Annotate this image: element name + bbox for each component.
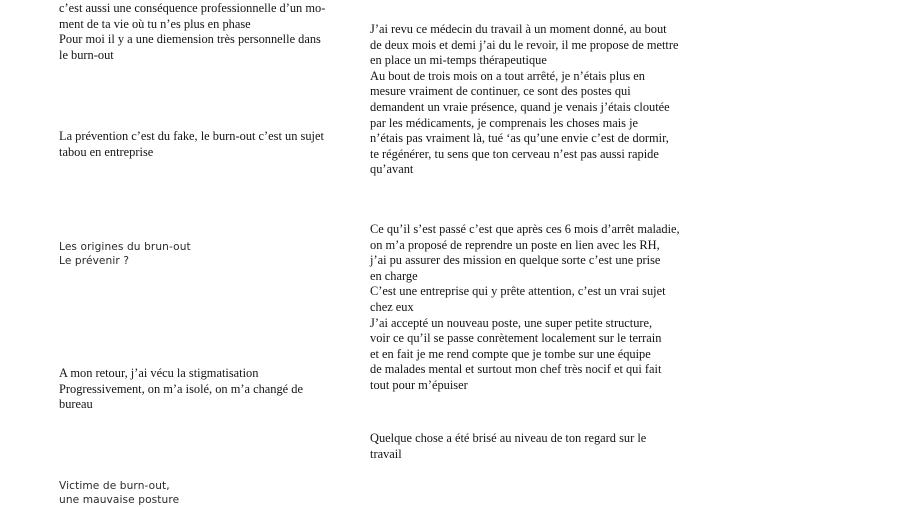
heading-line: Les origines du brun-out [59,241,191,253]
interview-paragraph [59,129,324,160]
text-line: en place un mi-temps thérapeutique [370,53,547,68]
heading-line: Victime de burn-out, [59,480,170,492]
section-heading [59,240,191,268]
text-line: de malades mental et surtout mon chef très nocif et qui fait [370,362,662,377]
text-line: de deux mois et demi j’ai du le revoir, il me propose de mettre [370,37,679,52]
text-line: tout pour m’épuiser [370,377,468,392]
text-line: Pour moi il y a une diemension très personnelle dans [59,32,321,47]
text-line: A mon retour, j’ai vécu la stigmatisation [59,366,259,380]
text-line: qu’avant [370,162,414,177]
heading-line: une mauvaise posture [59,494,180,506]
text-line: par les médicaments, je comprenais les choses mais je [370,115,639,130]
text-line: Progressivement, on m’a isolé, on m’a changé de [59,381,303,396]
text-line: bureau [59,397,93,412]
text-line: J’ai revu ce médecin du travail à un moment donné, au bout [370,22,667,36]
interview-paragraph [59,1,325,63]
text-line: tabou en entreprise [59,144,154,159]
text-line: Quelque chose a été brisé au niveau de ton regard sur le [370,431,647,445]
text-line: n’étais pas vraiment là, tué ‘as qu’une envie c’est de dormir, [370,131,669,146]
text-line: on m’a proposé de reprendre un poste en lien avec les RH, [370,237,660,252]
text-line: en charge [370,268,418,283]
text-line: j’ai pu assurer des mission en quelque sorte c’est une prise [370,253,661,268]
text-line: Ce qu’il s’est passé c’est que après ces 6 mois d’arrêt maladie, [370,222,680,236]
interview-paragraph [370,222,680,394]
text-line: voir ce qu’il se passe conrètement localement sur le terrain [370,331,662,346]
text-line: J’ai accepté un nouveau poste, une super petite structure, [370,315,653,330]
text-line: le burn-out [59,47,114,62]
text-line: ment de ta vie où tu n’es plus en phase [59,16,251,31]
text-line: C’est une entreprise qui y prête attention, c’est un vrai sujet [370,284,666,299]
text-line: mesure vraiment de continuer, ce sont des postes qui [370,84,631,99]
text-line: c’est aussi une conséquence professionnelle d’un mo- [59,1,326,15]
text-line: chez eux [370,299,414,314]
text-line: te régénérer, tu sens que ton cerveau n’est pas aussi rapide [370,146,659,161]
interview-paragraph [370,22,679,178]
interview-paragraph [370,431,646,462]
section-heading [59,479,179,507]
interview-paragraph [59,366,303,413]
text-line: travail [370,446,402,461]
text-line: La prévention c’est du fake, le burn-out c’est un sujet [59,129,324,143]
text-line: et en fait je me rend compte que je tombe sur une équipe [370,346,651,361]
heading-line: Le prévenir ? [59,255,130,267]
text-line: demandent un vraie présence, quand je venais j’étais cloutée [370,99,670,114]
text-line: Au bout de trois mois on a tout arrêté, je n’étais plus en [370,68,645,83]
